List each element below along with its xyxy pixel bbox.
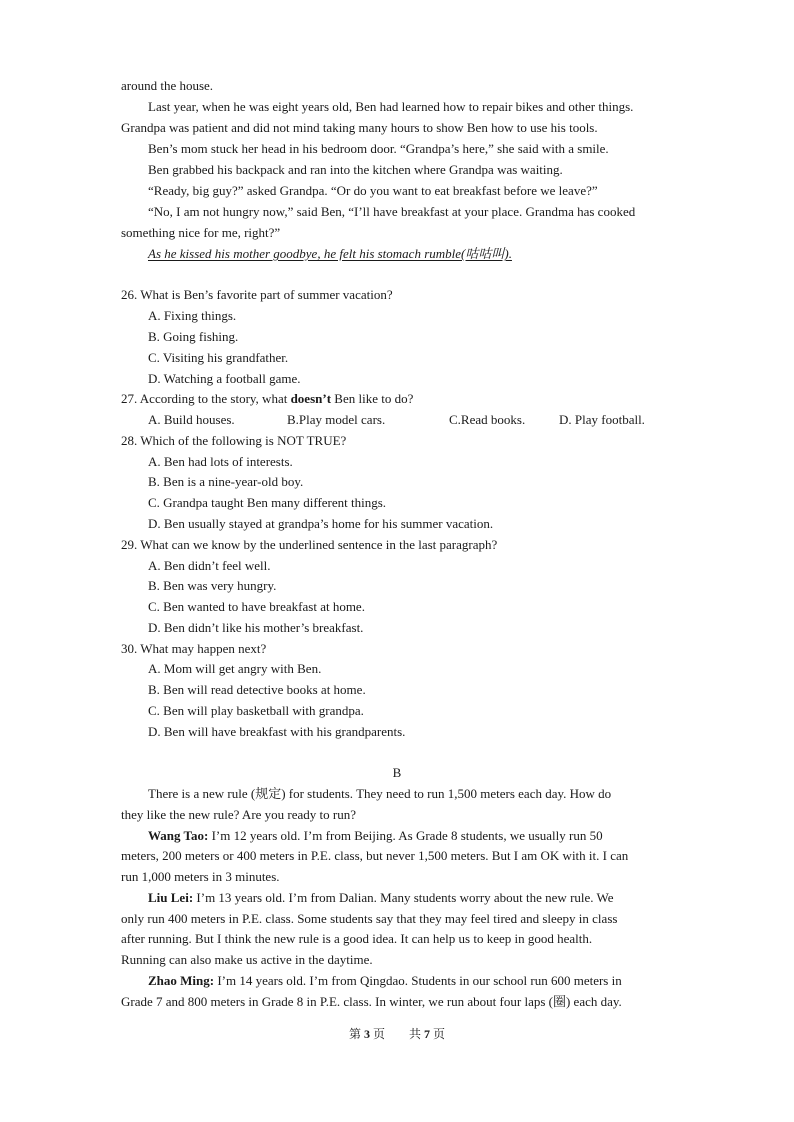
story-paragraph: Last year, when he was eight years old, Ben had learned how to repair bikes and other things. <box>148 99 634 114</box>
passage-b-line: Running can also make us active in the daytime. <box>121 952 373 967</box>
speaker-text: I’m 13 years old. I’m from Dalian. Many students worry about the new rule. We <box>193 890 614 905</box>
passage-b-line: after running. But I think the new rule is a good idea. It can help us to keep in good health. <box>121 931 593 946</box>
option-26a: A. Fixing things. <box>148 308 237 323</box>
speaker-name: Wang Tao: <box>148 828 209 843</box>
speaker-wang-tao <box>148 828 603 844</box>
page-label: 第 <box>348 1027 361 1041</box>
option-30c: C. Ben will play basketball with grandpa. <box>148 703 364 718</box>
story-line: Grandpa was patient and did not mind taking many hours to show Ben how to use his tools. <box>121 120 598 135</box>
option-27c: C.Read books. <box>449 412 526 427</box>
option-27d: D. Play football. <box>559 412 645 427</box>
option-30a: A. Mom will get angry with Ben. <box>148 661 322 676</box>
option-29c: C. Ben wanted to have breakfast at home. <box>148 599 365 614</box>
page-label: 页 共 <box>372 1027 421 1041</box>
option-28b: B. Ben is a nine-year-old boy. <box>148 474 304 489</box>
total-pages: 7 <box>424 1027 430 1041</box>
option-27b: B.Play model cars. <box>287 412 386 427</box>
page-label: 页 <box>433 1027 446 1041</box>
question-29: 29. What can we know by the underlined sentence in the last paragraph? <box>121 537 498 552</box>
speaker-zhao-ming <box>148 973 622 989</box>
option-28c: C. Grandpa taught Ben many different things. <box>148 495 387 510</box>
passage-b-intro: There is a new rule (规定) for students. They need to run 1,500 meters each day. How do <box>148 786 612 801</box>
option-30b: B. Ben will read detective books at home. <box>148 682 366 697</box>
passage-b-line: Grade 7 and 800 meters in Grade 8 in P.E. class. In winter, we run about four laps (圈) each day. <box>121 994 622 1009</box>
speaker-text: I’m 12 years old. I’m from Beijing. As Grade 8 students, we usually run 50 <box>208 828 603 843</box>
question-28: 28. Which of the following is NOT TRUE? <box>121 433 347 448</box>
question-30: 30. What may happen next? <box>121 641 267 656</box>
options-row-27 <box>0 412 794 428</box>
option-28a: A. Ben had lots of interests. <box>148 454 293 469</box>
option-29a: A. Ben didn’t feel well. <box>148 558 271 573</box>
story-paragraph: Ben grabbed his backpack and ran into the kitchen where Grandpa was waiting. <box>148 162 563 177</box>
page-number <box>0 1026 794 1042</box>
story-paragraph: “Ready, big guy?” asked Grandpa. “Or do you want to eat breakfast before we leave?” <box>148 183 598 198</box>
question-27 <box>121 391 413 407</box>
story-line: around the house. <box>121 78 214 93</box>
passage-b-intro-line: they like the new rule? Are you ready to run? <box>121 807 356 822</box>
option-28d: D. Ben usually stayed at grandpa’s home for his summer vacation. <box>148 516 494 531</box>
story-paragraph: Ben’s mom stuck her head in his bedroom door. “Grandpa’s here,” she said with a smile. <box>148 141 609 156</box>
speaker-liu-lei <box>148 890 614 906</box>
speaker-text: I’m 14 years old. I’m from Qingdao. Students in our school run 600 meters in <box>214 973 622 988</box>
question-27-text: 27. According to the story, what <box>121 391 291 406</box>
speaker-name: Zhao Ming: <box>148 973 215 988</box>
section-heading: B <box>392 765 402 780</box>
passage-b-line: run 1,000 meters in 3 minutes. <box>121 869 280 884</box>
underlined-sentence: As he kissed his mother goodbye, he felt his stomach rumble(咕咕叫). <box>148 246 512 261</box>
question-27-emphasis: doesn’t <box>290 391 332 406</box>
speaker-name: Liu Lei: <box>148 890 194 905</box>
passage-b-line: only run 400 meters in P.E. class. Some students say that they may feel tired and sleepy in class <box>121 911 618 926</box>
passage-b-line: meters, 200 meters or 400 meters in P.E. class, but never 1,500 meters. But I am OK with it. I can <box>121 848 629 863</box>
option-29d: D. Ben didn’t like his mother’s breakfast. <box>148 620 364 635</box>
option-26b: B. Going fishing. <box>148 329 239 344</box>
question-27-text-end: Ben like to do? <box>331 391 414 406</box>
current-page: 3 <box>363 1027 370 1041</box>
option-26d: D. Watching a football game. <box>148 371 301 386</box>
story-paragraph: “No, I am not hungry now,” said Ben, “I’ll have breakfast at your place. Grandma has cooked <box>148 204 636 219</box>
option-27a: A. Build houses. <box>148 412 235 427</box>
option-30d: D. Ben will have breakfast with his grandparents. <box>148 724 406 739</box>
option-29b: B. Ben was very hungry. <box>148 578 277 593</box>
option-26c: C. Visiting his grandfather. <box>148 350 289 365</box>
story-line: something nice for me, right?” <box>121 225 281 240</box>
question-26: 26. What is Ben’s favorite part of summer vacation? <box>121 287 393 302</box>
